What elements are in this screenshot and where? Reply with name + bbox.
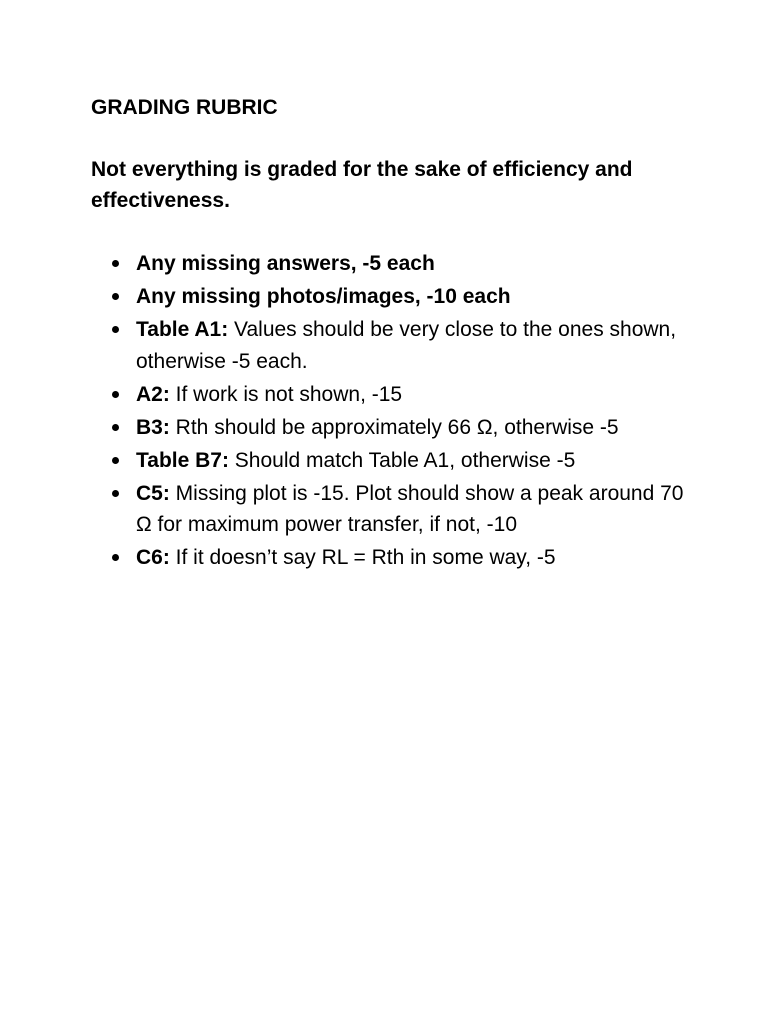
rubric-item-label: B3:: [136, 415, 170, 439]
bullet-icon: [112, 293, 119, 300]
rubric-item-label: C5:: [136, 481, 170, 505]
rubric-item-text: If it doesn’t say RL = Rth in some way, -5: [169, 546, 556, 569]
bullet-icon: [112, 457, 119, 464]
rubric-item-label: Table A1:: [136, 318, 229, 341]
rubric-item-text: Missing plot is -15. Plot should show a peak around 70 Ω for maximum power transfer, if not, -10: [136, 481, 684, 536]
rubric-item-text: Rth should be approximately 66 Ω, otherwise -5: [169, 415, 619, 439]
rubric-item-a2: [110, 379, 690, 411]
bullet-icon: [112, 490, 119, 497]
rubric-item-missing-photos: [110, 281, 690, 313]
bullet-icon: [112, 554, 119, 561]
rubric-item-table-b7: [110, 445, 690, 477]
bullet-icon: [112, 326, 119, 333]
bullet-icon: [112, 260, 119, 267]
rubric-item-text: Values should be very close to the ones shown, otherwise -5 each.: [136, 318, 677, 373]
rubric-item-label: Any missing photos/images, -10 each: [136, 285, 511, 308]
rubric-item-label: Table B7:: [136, 448, 229, 472]
rubric-item-table-a1: [110, 314, 690, 377]
rubric-item-label: C6:: [136, 546, 170, 569]
rubric-item-label: Any missing answers, -5 each: [136, 252, 435, 275]
rubric-intro: Not everything is graded for the sake of efficiency and effectiveness.: [91, 158, 633, 212]
bullet-icon: [112, 424, 119, 431]
rubric-item-missing-answers: [110, 248, 690, 280]
rubric-item-label: A2:: [136, 382, 170, 406]
rubric-item-c5: [110, 478, 690, 541]
rubric-item-c6: [110, 542, 690, 574]
rubric-item-text: If work is not shown, -15: [169, 382, 403, 406]
bullet-icon: [112, 391, 119, 398]
rubric-item-text: Should match Table A1, otherwise -5: [228, 448, 576, 472]
rubric-title: GRADING RUBRIC: [91, 96, 278, 119]
rubric-list: [110, 248, 690, 575]
rubric-item-b3: [110, 412, 690, 444]
